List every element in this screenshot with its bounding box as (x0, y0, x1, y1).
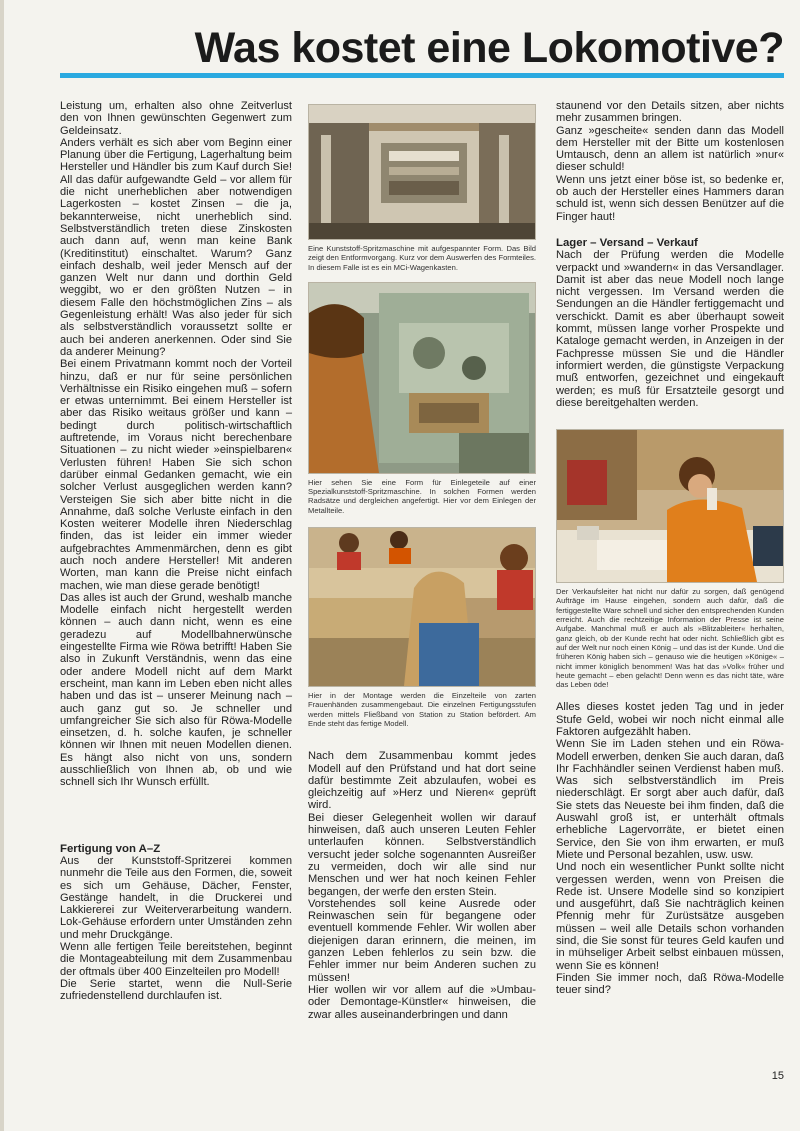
column-2-text (308, 750, 536, 1021)
title-underline-rule (60, 73, 784, 78)
paragraph: Leistung um, erhalten also ohne Zeitverlust den von Ihnen gewünschten Gegenwert zum Geldeinsatz. (60, 100, 292, 137)
page-edge-shadow (0, 0, 4, 1131)
photo-sales-manager (556, 429, 784, 583)
paragraph: Wenn Sie im Laden stehen und ein Röwa-Modell erwerben, denken Sie auch daran, daß Ihr Fachhändler seinen Verdienst haben muß. Was sich selbstverständlich im Preis niederschlägt. Er sorgt aber auch dafür, daß Sie stets das Neueste bei ihm finden, daß die Auswahl groß ist, er unterhält oftmals erhebliche Lagervorräte, er bietet einen Service, den Sie von ihm erwarten, er muß Miete und Personal bezahlen, usw. usw. (556, 738, 784, 861)
photo-special-injection-machine (308, 282, 536, 474)
column-3 (556, 100, 784, 997)
column-2 (308, 104, 536, 1021)
caption-4: Der Verkaufsleiter hat nicht nur dafür zu sorgen, daß genügend Aufträge im Hause eingehen, sondern auch dafür, daß die fertiggestellte Ware schnell und sicher den entsprechenden Kunden erreicht. Auch die rechtzeitige Information der Presse ist seine Aufgabe. Manchmal muß er auch als »Blitzableiter« herhalten, ganz gleich, ob der Kunde recht hat oder nicht. Schließlich gibt es auf der Welt nur noch einen König – und das ist der Kunde. Und die früheren König haben sich – genauso wie die heutigen »Könige« – nicht immer königlich benommen! Was hat das »Volk« früher und heute gemacht – eben gelacht! Denn wenn es das nicht täte, wäre das Leben öde! (556, 587, 784, 690)
paragraph: Die Serie startet, wenn die Null-Serie zufriedenstellend durchlaufen ist. (60, 977, 292, 1003)
paragraph: staunend vor den Details sitzen, aber nichts mehr zusammen bringen. (556, 100, 784, 125)
section-heading-lager: Lager – Versand – Verkauf (556, 236, 698, 249)
caption-3: Hier in der Montage werden die Einzelteile von zarten Frauenhänden zusammengebaut. Die einzelnen Fertigungsstufen werden mittels Fließband von Station zu Station befördert. Am Ende steht das fertige Modell. (308, 691, 536, 728)
column-3-text-top (556, 100, 784, 409)
column-3-text-bottom (556, 701, 784, 996)
column-1 (60, 100, 292, 1002)
paragraph: Bei einem Privatmann kommt noch der Vorteil hinzu, daß er nur für seine persönlichen Verhältnisse ein Risiko eingehen muß – sofern er etwas unternimmt. Bei einem Hersteller ist aber das Risiko weitaus größer und kann – bedingt durch politisch-wirtschaftlich auftretende, im Voraus nicht berechenbare Situationen – zu nicht wieder »einspielbaren« Verlusten führen! Haben Sie sich schon darüber einmal Gedanken gemacht, wie ein solcher Verlust ausgeglichen werden kann? Versteigen Sie sich aber bitte nicht in die Annahme, daß solche Verluste einfach in den Kosten weiterer Modelle ihren Niederschlag finden, das ist leider ein immer wieder aufgebrachtes Ammenmärchen, denn es gibt auch noch andere Hersteller! Mit anderen Worten, man kann die Preise nicht einfach machen, wie man diese gerade benötigt! (60, 358, 292, 592)
page-title: Was kostet eine Lokomotive? (194, 24, 784, 72)
photo-assembly-line (308, 527, 536, 687)
paragraph: Bei dieser Gelegenheit wollen wir darauf hinweisen, daß auch unseren Leuten Fehler unterlaufen können. Selbstverständlich versucht jeder solche sogenannten Ausreißer zu vermeiden, doch wir alle sind nur Menschen und wer hat noch keinen Fehler begangen, der werfe den ersten Stein. (308, 811, 536, 898)
paragraph: Wenn alle fertigen Teile bereitstehen, beginnt die Montageabteilung mit dem Zusammenbau der oftmals über 400 Einzelteilen pro Modell! (60, 941, 292, 978)
paragraph: Hier wollen wir vor allem auf die »Umbau- oder Demontage-Künstler« hinweisen, die zwar alles auseinanderbringen und dann (308, 983, 536, 1021)
paragraph: Anders verhält es sich aber vom Beginn einer Planung über die Fertigung, Lagerhaltung beim Hersteller und Händler bis zum Kauf durch Sie! All das dafür aufgewandte Geld – vor allem für die nicht unerheblichen aber notwendigen Lagerkosten – kostet Zinsen – die ja, bekannterweise, nicht unerheblich sind. Selbstverständlich treten diese Zinskosten auch dann auf, wenn man keine Bank (Kreditinstitut) einschaltet. Warum? Ganz einfach deshalb, weil jeder Mensch auf der ganzen Welt nur dann und dorthin Geld weggibt, wo er den größten Nutzen – in diesem Falle den höchstmöglichen Zins – als Gegenleistung erhält! Was also jeder für sich als selbstverständlich voraussetzt sollte er auch bei anderen anerkennen. Oder sind Sie da anderer Meinung? (60, 136, 292, 358)
caption-2: Hier sehen Sie eine Form für Einlegeteile auf einer Spezialkunststoff-Spritzmaschine. In solchen Formen werden Radsätze und dergleichen angefertigt. Hier vor dem Einlegen der Metallteile. (308, 477, 536, 515)
photo-assembly-image (309, 528, 536, 686)
photo-injection-molding-machine (308, 104, 536, 240)
photo-injection-molding-image (309, 105, 536, 239)
paragraph: Vorstehendes soll keine Ausrede oder Reinwaschen sein für begangene oder eventuell kommende Fehler. Wir wollen aber diejenigen daran erinnern, die meinen, im ganzen Leben fehlerlos zu sein bzw. die Fehler immer nur beim Anderen suchen zu müssen! (308, 897, 536, 984)
page-number: 15 (771, 1070, 784, 1082)
paragraph: Nach der Prüfung werden die Modelle verpackt und »wandern« in das Versandlager. Damit ist aber das neue Modell noch lange nicht vergessen. Im Versand werden die Sendungen an die Händler fertiggemacht und verschickt. Damit es aber überhaupt soweit kommt, müssen lange vorher Prospekte und Kataloge gemacht werden, in Anzeigen in der Fachpresse müssen Sie und die Händler informiert werden, die günstigste Verpackung muß entworfen, gezeichnet und eingekauft werden; es muß für Ersatzteile gesorgt und diese bereitgehalten werden. (556, 249, 784, 409)
photo-sales-manager-image (557, 430, 784, 582)
paragraph: Alles dieses kostet jeden Tag und in jeder Stufe Geld, wobei wir noch nicht einmal alle Faktoren aufgezählt haben. (556, 701, 784, 738)
paragraph: Das alles ist auch der Grund, weshalb manche Modelle einfach nicht hergestellt werden können – auch dann nicht, wenn es eine geradezu auf Modellbahnerwünsche eingestellte Firma wie Röwa betrifft! Haben Sie also in Zukunft Verständnis, wenn das eine oder andere Modell nicht auf dem Markt erscheint, man kann im Leben eben nicht alles haben und das ist – unserer Meinung nach – auch ganz gut so. Je schneller und umfangreicher Sie sich also für Röwa-Modelle einsetzen, d. h. solche kaufen, je schneller können wir Ihnen mit neuen Modellen dienen. Es hängt also nicht von uns, sondern ausschließlich von Ihnen ab, ob und wie schnell sich Ihr Wunsch erfüllt. (60, 591, 292, 789)
paragraph: Finden Sie immer noch, daß Röwa-Modelle teuer sind? (556, 971, 784, 997)
caption-1: Eine Kunststoff-Spritzmaschine mit aufgespannter Form. Das Bild zeigt den Entformvorgang. Kurz vor dem Auswerfen des Formteiles. In diesem Falle ist es ein MCi-Wagenkasten. (308, 244, 536, 272)
paragraph: Nach dem Zusammenbau kommt jedes Modell auf den Prüfstand und hat dort seine dafür bestimmte Zeit abzulaufen, wobei es gleichzeitig auf »Herz und Nieren« geprüft wird. (308, 750, 536, 812)
paragraph: Ganz »gescheite« senden dann das Modell dem Hersteller mit der Bitte um kostenlosen Umtausch, denn an allem ist natürlich »nur« dieser schuld! (556, 124, 784, 174)
paragraph: Wenn uns jetzt einer böse ist, so bedenke er, ob auch der Hersteller eines Hammers daran schuld ist, wenn sich dessen Benützer auf die Finger haut! (556, 173, 784, 223)
paragraph: Und noch ein wesentlicher Punkt sollte nicht vergessen werden, wenn von Preisen die Rede ist. Unsere Modelle sind so konzipiert und ausgeführt, daß Sie nachträglich keinen Pfennig mehr für Zurüstsätze ausgeben müssen – weil alle Details schon vorhanden sind, die Sie sonst für teures Geld kaufen und in mühseliger Arbeit selbst einbauen müssen, wenn Sie es können! (556, 861, 784, 972)
photo-special-injection-image (309, 283, 536, 473)
paragraph: Aus der Kunststoff-Spritzerei kommen nunmehr die Teile aus den Formen, die, soweit es sich um Gehäuse, Dächer, Fenster, Gestänge handelt, in die Druckerei und Lakkiererei zur Weiterverarbeitung wandern. Lok-Gehäuse erfordern unter Umständen zehn und mehr Druckgänge. (60, 854, 292, 941)
section-heading-fertigung: Fertigung von A–Z (60, 842, 161, 855)
